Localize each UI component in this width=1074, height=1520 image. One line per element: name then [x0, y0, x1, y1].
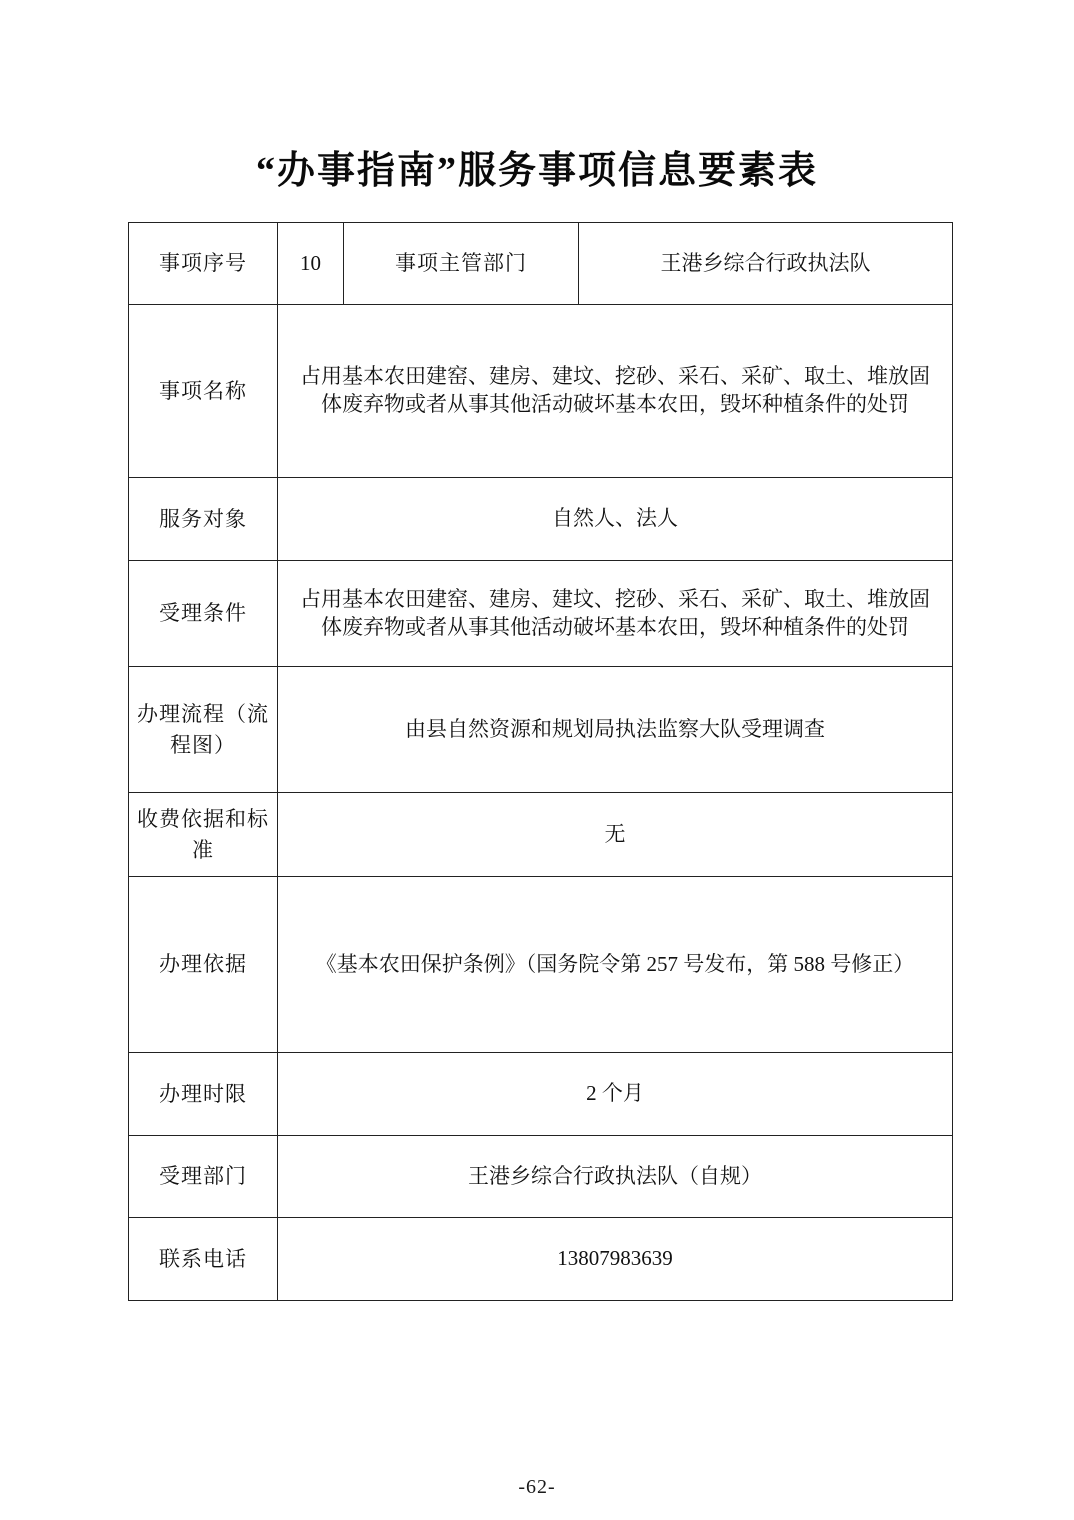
fee-basis-label: 收费依据和标准 — [129, 793, 278, 877]
service-target-value: 自然人、法人 — [278, 478, 953, 561]
page-title: “办事指南”服务事项信息要素表 — [255, 150, 818, 192]
table-row — [129, 1136, 953, 1218]
supervising-department-value: 王港乡综合行政执法队 — [579, 223, 953, 305]
service-info-table — [128, 222, 953, 1301]
table-row — [129, 305, 953, 478]
table-row — [129, 1218, 953, 1301]
acceptance-conditions-value: 占用基本农田建窑、建房、建坟、挖砂、采石、采矿、取土、堆放固体废弃物或者从事其他活动破坏基本农田，毁坏种植条件的处罚 — [278, 561, 953, 667]
item-serial-label: 事项序号 — [129, 223, 278, 305]
service-target-label: 服务对象 — [129, 478, 278, 561]
acceptance-conditions-label: 受理条件 — [129, 561, 278, 667]
handling-process-label: 办理流程（流程图） — [129, 667, 278, 793]
accepting-department-value: 王港乡综合行政执法队（自规） — [278, 1136, 953, 1218]
table-row — [129, 223, 953, 305]
contact-phone-label: 联系电话 — [129, 1218, 278, 1301]
item-name-value: 占用基本农田建窑、建房、建坟、挖砂、采石、采矿、取土、堆放固体废弃物或者从事其他活动破坏基本农田，毁坏种植条件的处罚 — [278, 305, 953, 478]
item-serial-value: 10 — [278, 223, 344, 305]
fee-basis-value: 无 — [278, 793, 953, 877]
table-row — [129, 478, 953, 561]
table-row — [129, 667, 953, 793]
table-row — [129, 1053, 953, 1136]
item-name-label: 事项名称 — [129, 305, 278, 478]
handling-basis-value: 《基本农田保护条例》（国务院令第 257 号发布，第 588 号修正） — [278, 877, 953, 1053]
time-limit-label: 办理时限 — [129, 1053, 278, 1136]
accepting-department-label: 受理部门 — [129, 1136, 278, 1218]
table-row — [129, 561, 953, 667]
table-row — [129, 793, 953, 877]
handling-process-value: 由县自然资源和规划局执法监察大队受理调查 — [278, 667, 953, 793]
time-limit-value: 2 个月 — [278, 1053, 953, 1136]
table-row — [129, 877, 953, 1053]
supervising-department-label: 事项主管部门 — [344, 223, 579, 305]
contact-phone-value: 13807983639 — [278, 1218, 953, 1301]
page-number: -62- — [518, 1476, 556, 1498]
handling-basis-label: 办理依据 — [129, 877, 278, 1053]
